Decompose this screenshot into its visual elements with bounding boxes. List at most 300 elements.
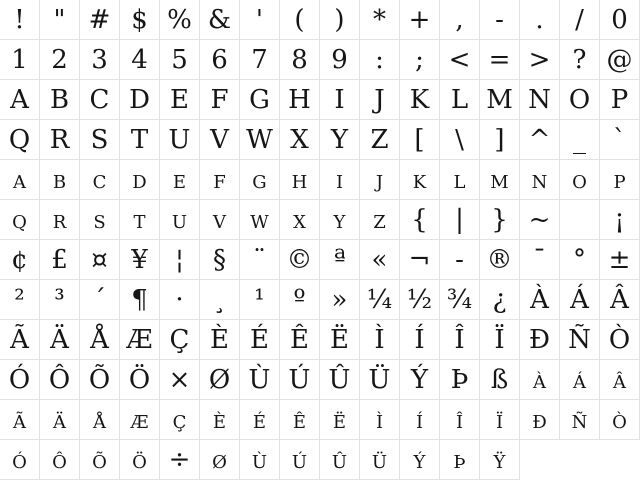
glyph: N (528, 85, 551, 115)
glyph-cell[interactable] (520, 400, 560, 440)
glyph: * (373, 5, 386, 35)
glyph: Ì (374, 325, 385, 355)
glyph-cell[interactable] (360, 0, 400, 40)
glyph-cell[interactable] (560, 40, 600, 80)
glyph-cell[interactable] (480, 80, 520, 120)
glyph: É (250, 325, 269, 355)
glyph: Y (330, 125, 349, 155)
glyph: Ê (290, 325, 309, 355)
glyph: { (411, 205, 428, 235)
glyph: j (375, 165, 384, 195)
glyph-cell[interactable] (0, 400, 40, 440)
glyph-cell[interactable] (280, 400, 320, 440)
glyph-cell[interactable] (40, 320, 80, 360)
glyph: ã (13, 405, 26, 435)
glyph-cell[interactable] (400, 200, 440, 240)
glyph-cell[interactable] (400, 320, 440, 360)
glyph-cell[interactable] (480, 440, 520, 480)
glyph-cell[interactable] (200, 360, 240, 400)
glyph: F (210, 85, 229, 115)
glyph-cell[interactable] (40, 400, 80, 440)
glyph-cell[interactable] (600, 400, 640, 440)
glyph-cell[interactable] (40, 440, 80, 480)
glyph-cell[interactable] (320, 400, 360, 440)
glyph-cell[interactable] (200, 280, 240, 320)
glyph-cell[interactable] (560, 280, 600, 320)
glyph-cell[interactable] (80, 320, 120, 360)
glyph: ¢ (11, 245, 28, 275)
glyph-cell[interactable] (280, 40, 320, 80)
glyph-cell[interactable] (440, 0, 480, 40)
glyph: ' (255, 5, 264, 35)
glyph-cell[interactable] (360, 120, 400, 160)
glyph: ô (52, 445, 67, 475)
glyph-cell[interactable] (40, 360, 80, 400)
glyph: J (374, 85, 385, 115)
glyph-cell[interactable] (0, 0, 40, 40)
glyph-cell[interactable] (280, 120, 320, 160)
glyph: g (252, 165, 267, 195)
glyph-cell[interactable] (480, 120, 520, 160)
glyph: _ (573, 125, 586, 155)
glyph-cell[interactable] (600, 40, 640, 80)
glyph-cell[interactable] (440, 120, 480, 160)
glyph-cell[interactable] (440, 280, 480, 320)
glyph-cell[interactable] (520, 200, 560, 240)
glyph-cell[interactable] (240, 120, 280, 160)
glyph: , (455, 5, 464, 35)
glyph: & (207, 5, 232, 35)
glyph-cell[interactable] (560, 120, 600, 160)
glyph: é (252, 405, 267, 435)
glyph-cell[interactable] (40, 240, 80, 280)
glyph-cell[interactable] (560, 360, 600, 400)
glyph: ; (415, 45, 424, 75)
glyph: \ (455, 125, 464, 155)
glyph: ò (612, 405, 627, 435)
glyph-cell[interactable] (440, 360, 480, 400)
glyph-cell[interactable] (280, 160, 320, 200)
glyph: X (290, 125, 309, 155)
glyph-cell[interactable] (520, 40, 560, 80)
glyph: I (334, 85, 345, 115)
glyph: ý (413, 445, 426, 475)
glyph: û (331, 445, 348, 475)
glyph-cell[interactable] (440, 240, 480, 280)
glyph: : (375, 45, 384, 75)
glyph: Þ (450, 365, 469, 395)
glyph-cell[interactable] (280, 240, 320, 280)
glyph-cell[interactable] (240, 280, 280, 320)
glyph-cell[interactable] (400, 360, 440, 400)
glyph: È (210, 325, 229, 355)
glyph: × (168, 365, 191, 395)
glyph-cell[interactable] (120, 240, 160, 280)
glyph-cell[interactable] (280, 320, 320, 360)
glyph-cell[interactable] (160, 440, 200, 480)
glyph: ß (490, 365, 509, 395)
glyph-cell[interactable] (320, 160, 360, 200)
glyph-cell[interactable] (480, 320, 520, 360)
glyph: W (246, 125, 273, 155)
glyph-cell[interactable] (320, 320, 360, 360)
glyph-cell[interactable] (120, 400, 160, 440)
glyph-cell[interactable] (320, 0, 360, 40)
glyph: ¸ (213, 285, 226, 315)
glyph-cell[interactable] (600, 360, 640, 400)
glyph-cell[interactable] (120, 40, 160, 80)
glyph-cell[interactable] (360, 320, 400, 360)
glyph-cell[interactable] (280, 80, 320, 120)
glyph-cell[interactable] (400, 80, 440, 120)
glyph-cell[interactable] (160, 360, 200, 400)
glyph-cell[interactable] (480, 240, 520, 280)
glyph: ú (291, 445, 308, 475)
glyph-cell[interactable] (240, 240, 280, 280)
glyph-cell[interactable] (320, 40, 360, 80)
glyph: ÷ (168, 445, 191, 475)
glyph-cell[interactable] (160, 160, 200, 200)
glyph: L (450, 85, 469, 115)
glyph-cell[interactable] (80, 240, 120, 280)
empty-cell (560, 440, 600, 480)
glyph: í (415, 405, 424, 435)
glyph-cell[interactable] (360, 200, 400, 240)
glyph: ) (334, 5, 345, 35)
glyph: [ (414, 125, 425, 155)
glyph: Ð (529, 325, 550, 355)
glyph-cell[interactable] (200, 200, 240, 240)
glyph-cell[interactable] (200, 40, 240, 80)
glyph-cell[interactable] (360, 400, 400, 440)
glyph-cell[interactable] (0, 360, 40, 400)
glyph-cell[interactable] (320, 80, 360, 120)
glyph-cell[interactable] (160, 80, 200, 120)
glyph: A (10, 85, 29, 115)
glyph-cell[interactable] (360, 80, 400, 120)
glyph: õ (92, 445, 107, 475)
glyph: ¿ (492, 285, 507, 315)
glyph: Ô (48, 365, 71, 395)
glyph-cell[interactable] (240, 440, 280, 480)
glyph-cell[interactable] (440, 40, 480, 80)
glyph-cell[interactable] (80, 200, 120, 240)
glyph: Ù (248, 365, 271, 395)
glyph: Ö (128, 365, 151, 395)
glyph-cell[interactable] (480, 400, 520, 440)
glyph: Ò (608, 325, 631, 355)
glyph-cell[interactable] (320, 240, 360, 280)
glyph: U (168, 125, 191, 155)
glyph: w (250, 205, 269, 235)
glyph-cell[interactable] (160, 320, 200, 360)
glyph-cell[interactable] (360, 360, 400, 400)
glyph-cell[interactable] (0, 240, 40, 280)
glyph-cell[interactable] (0, 120, 40, 160)
glyph-cell[interactable] (400, 400, 440, 440)
glyph: K (409, 85, 430, 115)
glyph: Ø (208, 365, 231, 395)
glyph-cell[interactable] (240, 200, 280, 240)
glyph-cell[interactable] (600, 0, 640, 40)
glyph-cell[interactable] (240, 40, 280, 80)
glyph-cell[interactable] (200, 240, 240, 280)
glyph-cell[interactable] (520, 320, 560, 360)
glyph-cell[interactable] (320, 440, 360, 480)
glyph-cell[interactable] (120, 80, 160, 120)
glyph-cell[interactable] (560, 80, 600, 120)
glyph-cell[interactable] (0, 280, 40, 320)
glyph: Q (8, 125, 31, 155)
glyph: ± (608, 245, 631, 275)
glyph-cell[interactable] (120, 200, 160, 240)
glyph-cell[interactable] (160, 120, 200, 160)
glyph-cell[interactable] (560, 400, 600, 440)
glyph-cell[interactable] (400, 40, 440, 80)
glyph-cell[interactable] (120, 360, 160, 400)
glyph-cell[interactable] (480, 280, 520, 320)
glyph-cell[interactable] (200, 0, 240, 40)
glyph-cell[interactable] (520, 120, 560, 160)
glyph-cell[interactable] (280, 200, 320, 240)
glyph: Ó (8, 365, 31, 395)
glyph-cell[interactable] (80, 360, 120, 400)
glyph-cell[interactable] (520, 160, 560, 200)
glyph-cell[interactable] (200, 120, 240, 160)
glyph-cell[interactable] (400, 160, 440, 200)
glyph-cell[interactable] (0, 200, 40, 240)
glyph-cell[interactable] (280, 360, 320, 400)
glyph: t (133, 205, 146, 235)
glyph-cell[interactable] (400, 240, 440, 280)
glyph: 9 (331, 45, 348, 75)
glyph: a (13, 165, 26, 195)
glyph: ` (613, 125, 626, 155)
glyph: ^ (528, 125, 551, 155)
glyph: ÿ (493, 445, 506, 475)
glyph: ü (371, 445, 388, 475)
glyph-cell[interactable] (120, 320, 160, 360)
glyph-cell[interactable] (0, 320, 40, 360)
glyph-cell[interactable] (600, 200, 640, 240)
glyph-cell[interactable] (80, 80, 120, 120)
glyph-cell[interactable] (520, 360, 560, 400)
glyph: Û (328, 365, 351, 395)
glyph-cell[interactable] (400, 120, 440, 160)
glyph-cell[interactable] (480, 200, 520, 240)
glyph-cell[interactable] (560, 240, 600, 280)
glyph-cell[interactable] (80, 280, 120, 320)
glyph-cell[interactable] (320, 280, 360, 320)
glyph-cell[interactable] (40, 120, 80, 160)
glyph: d (132, 165, 147, 195)
glyph: Ë (330, 325, 349, 355)
glyph-cell[interactable] (360, 440, 400, 480)
glyph: c (92, 165, 107, 195)
glyph: 4 (131, 45, 148, 75)
glyph-cell[interactable] (320, 120, 360, 160)
glyph-cell[interactable] (160, 0, 200, 40)
glyph: ¹ (254, 285, 265, 315)
glyph-cell[interactable] (520, 240, 560, 280)
glyph: / (575, 5, 584, 35)
glyph: ? (572, 45, 587, 75)
glyph-cell[interactable] (360, 240, 400, 280)
glyph: å (93, 405, 106, 435)
glyph-cell[interactable] (200, 80, 240, 120)
glyph-cell[interactable] (480, 0, 520, 40)
glyph-cell[interactable] (160, 280, 200, 320)
glyph: ¦ (175, 245, 184, 275)
glyph: v (213, 205, 226, 235)
glyph-cell[interactable] (200, 320, 240, 360)
glyph: i (335, 165, 344, 195)
glyph-cell[interactable] (80, 400, 120, 440)
glyph-cell[interactable] (280, 280, 320, 320)
glyph-cell[interactable] (240, 360, 280, 400)
glyph: Ç (169, 325, 190, 355)
glyph-cell[interactable] (440, 320, 480, 360)
glyph-cell[interactable] (280, 440, 320, 480)
glyph: Æ (126, 325, 153, 355)
glyph-cell[interactable] (360, 160, 400, 200)
glyph-cell[interactable] (200, 400, 240, 440)
glyph: l (453, 165, 466, 195)
glyph-cell[interactable] (600, 240, 640, 280)
glyph: À (530, 285, 549, 315)
glyph-cell[interactable] (560, 320, 600, 360)
glyph-cell[interactable] (480, 360, 520, 400)
glyph-cell[interactable] (0, 40, 40, 80)
glyph-cell[interactable] (600, 160, 640, 200)
glyph-cell[interactable] (120, 0, 160, 40)
glyph-cell[interactable] (240, 320, 280, 360)
glyph-cell[interactable] (80, 0, 120, 40)
glyph: ¤ (91, 245, 108, 275)
glyph-cell[interactable] (80, 120, 120, 160)
glyph: Î (454, 325, 465, 355)
glyph: f (213, 165, 226, 195)
glyph: Å (90, 325, 109, 355)
glyph-cell[interactable] (160, 200, 200, 240)
glyph-cell[interactable] (440, 200, 480, 240)
glyph-cell[interactable] (280, 0, 320, 40)
glyph-cell[interactable] (440, 400, 480, 440)
glyph-cell[interactable] (400, 0, 440, 40)
glyph-cell[interactable] (40, 40, 80, 80)
glyph: Â (610, 285, 629, 315)
glyph: r (52, 205, 67, 235)
glyph-cell[interactable] (160, 400, 200, 440)
glyph: 0 (611, 5, 628, 35)
glyph-cell[interactable] (80, 160, 120, 200)
glyph-cell[interactable] (520, 0, 560, 40)
glyph: 7 (251, 45, 268, 75)
glyph-cell[interactable] (320, 200, 360, 240)
glyph-cell[interactable] (440, 160, 480, 200)
glyph-cell[interactable] (240, 80, 280, 120)
glyph: Õ (88, 365, 111, 395)
glyph: B (49, 85, 70, 115)
glyph-cell[interactable] (0, 160, 40, 200)
glyph-cell[interactable] (400, 440, 440, 480)
glyph-cell[interactable] (80, 40, 120, 80)
glyph: à (533, 365, 546, 395)
glyph-cell[interactable] (560, 0, 600, 40)
glyph-cell[interactable] (40, 80, 80, 120)
glyph-cell[interactable] (160, 40, 200, 80)
glyph: z (373, 205, 386, 235)
glyph-cell[interactable] (320, 360, 360, 400)
glyph: ¬ (408, 245, 431, 275)
glyph: Á (570, 285, 589, 315)
glyph-cell[interactable] (240, 0, 280, 40)
glyph: 1 (11, 45, 28, 75)
glyph-cell[interactable] (600, 120, 640, 160)
glyph-cell[interactable] (120, 280, 160, 320)
glyph-cell[interactable] (40, 280, 80, 320)
glyph-cell[interactable] (40, 200, 80, 240)
glyph-cell[interactable] (480, 160, 520, 200)
glyph-cell[interactable] (360, 40, 400, 80)
glyph: ñ (571, 405, 588, 435)
glyph-cell[interactable] (560, 160, 600, 200)
glyph: k (412, 165, 427, 195)
glyph: ð (532, 405, 547, 435)
glyph: ö (132, 445, 147, 475)
glyph-cell[interactable] (0, 440, 40, 480)
glyph-cell[interactable] (40, 160, 80, 200)
glyph-cell[interactable] (80, 440, 120, 480)
glyph-cell[interactable] (0, 80, 40, 120)
glyph-cell[interactable] (120, 440, 160, 480)
glyph: ² (14, 285, 25, 315)
glyph: < (448, 45, 471, 75)
glyph-cell[interactable] (440, 440, 480, 480)
glyph-cell[interactable] (120, 120, 160, 160)
glyph-cell[interactable] (200, 160, 240, 200)
glyph-cell[interactable] (600, 80, 640, 120)
glyph: = (488, 45, 511, 75)
glyph: Ï (494, 325, 505, 355)
glyph-cell[interactable] (360, 280, 400, 320)
glyph-cell[interactable] (160, 240, 200, 280)
glyph-cell[interactable] (520, 80, 560, 120)
glyph-cell[interactable] (200, 440, 240, 480)
glyph: q (12, 205, 27, 235)
glyph-cell[interactable] (240, 400, 280, 440)
glyph-cell[interactable] (440, 80, 480, 120)
glyph-cell[interactable] (240, 160, 280, 200)
glyph: m (490, 165, 509, 195)
glyph: ° (573, 245, 586, 275)
glyph: ç (172, 405, 187, 435)
glyph: s (93, 205, 106, 235)
glyph-cell[interactable] (520, 280, 560, 320)
glyph-cell[interactable] (600, 280, 640, 320)
glyph: ³ (54, 285, 65, 315)
glyph: ì (375, 405, 384, 435)
glyph-cell[interactable] (480, 40, 520, 80)
glyph-cell[interactable] (600, 320, 640, 360)
glyph-cell[interactable] (400, 280, 440, 320)
glyph-cell[interactable] (120, 160, 160, 200)
glyph: h (291, 165, 308, 195)
glyph: ( (294, 5, 305, 35)
glyph-cell[interactable] (40, 0, 80, 40)
glyph: ø (212, 445, 227, 475)
glyph-cell[interactable] (560, 200, 600, 240)
